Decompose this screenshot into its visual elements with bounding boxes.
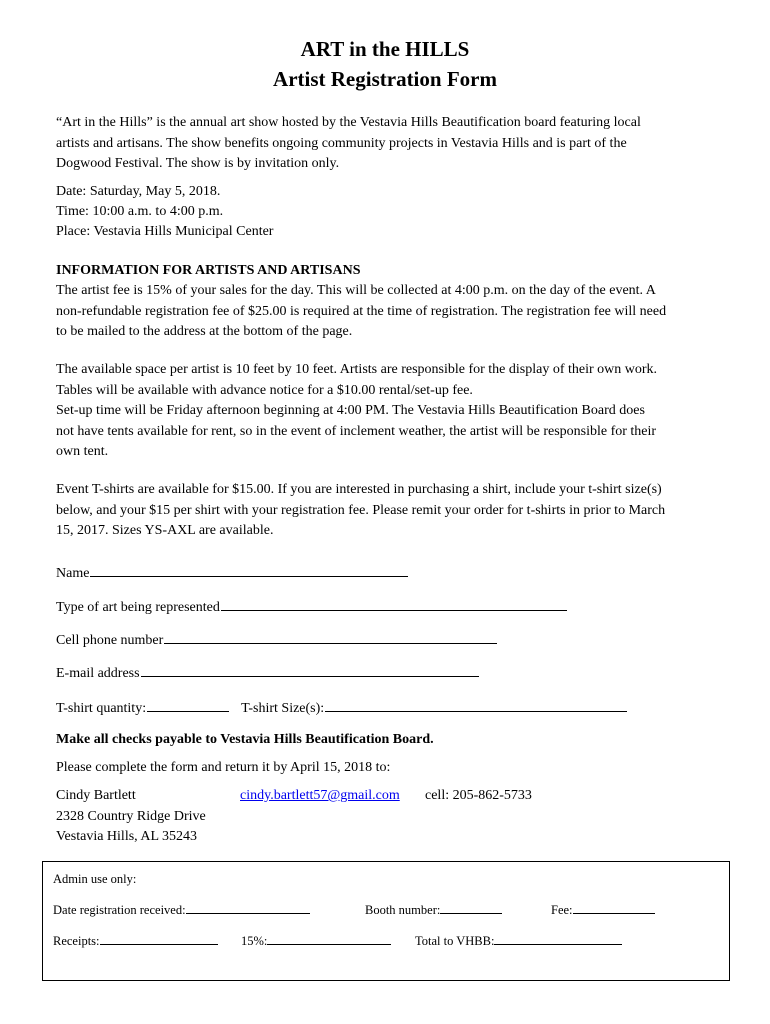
tshirt-size-input-line[interactable] [325,697,627,712]
email-field-row [56,662,479,684]
contact-city: Vestavia Hills, AL 35243 [56,829,198,844]
art-type-label: Type of art being represented [56,600,220,615]
fee-line-2: non-refundable registration fee of $25.00 is required at the time of registration. The registration fee will need [56,303,667,319]
space-line-2: Tables will be available with advance notice for a $10.00 rental/set-up fee. [56,382,473,398]
page-title: ART in the HILLS [300,37,470,61]
fee-line-1: The artist fee is 15% of your sales for the day. This will be collected at 4:00 p.m. on the day of the event. A [56,283,656,298]
tshirt-field-row [56,697,627,719]
email-input-line[interactable] [141,662,479,677]
cell-input-line[interactable] [164,629,497,644]
percent-field [241,932,391,950]
date-received-blank[interactable] [186,901,310,914]
intro-line-2: artists and artisans. The show benefits ongoing community projects in Vestavia Hills and is part of the [56,135,627,151]
intro-line-3: Dogwood Festival. The show is by invitation only. [56,156,340,171]
total-vhbb-label: Total to VHBB: [415,934,495,948]
admin-use-box [42,861,730,981]
fee-line-3: to be mailed to the address at the bottom of the page. [56,324,353,339]
date-received-label: Date registration received: [53,903,186,917]
booth-number-field [365,901,502,919]
name-field-row [56,562,408,584]
contact-cell: cell: 205-862-5733 [425,788,532,803]
receipts-label: Receipts: [53,934,100,948]
event-time: Time: 10:00 a.m. to 4:00 p.m. [56,204,224,219]
cell-field-row [56,629,497,651]
percent-label: 15%: [241,934,268,948]
space-line-4: not have tents available for rent, so in the event of inclement weather, the artist will be responsible for their [56,423,657,439]
return-instructions: Please complete the form and return it by April 15, 2018 to: [56,760,391,775]
event-date: Date: Saturday, May 5, 2018. [56,184,221,199]
total-vhbb-field [415,932,622,950]
name-input-line[interactable] [90,562,408,577]
receipts-field [53,932,218,950]
intro-line-1: “Art in the Hills” is the annual art show hosted by the Vestavia Hills Beautification board featuring local [56,115,641,130]
email-label: E-mail address [56,666,140,681]
percent-blank[interactable] [267,932,391,945]
tshirt-qty-input-line[interactable] [147,697,229,712]
space-line-5: own tent. [56,444,109,459]
shirt-line-3: 15, 2017. Sizes YS-AXL are available. [56,523,274,538]
art-type-field-row [56,596,567,618]
info-heading: INFORMATION FOR ARTISTS AND ARTISANS [56,263,361,278]
fee-label: Fee: [551,903,573,917]
checks-payable-note: Make all checks payable to Vestavia Hills Beautification Board. [56,732,434,747]
form-subtitle: Artist Registration Form [273,67,497,91]
fee-blank[interactable] [573,901,655,914]
total-vhbb-blank[interactable] [494,932,622,945]
tshirt-size-label: T-shirt Size(s): [241,701,325,716]
booth-number-label: Booth number: [365,903,441,917]
space-line-1: The available space per artist is 10 feet by 10 feet. Artists are responsible for the display of their own work. [56,362,658,377]
tshirt-qty-label: T-shirt quantity: [56,701,147,716]
booth-number-blank[interactable] [440,901,502,914]
space-line-3: Set-up time will be Friday afternoon beginning at 4:00 PM. The Vestavia Hills Beautification Board does [56,403,645,418]
shirt-line-2: below, and your $15 per shirt with your registration fee. Please remit your order for t-shirts in prior to March [56,502,666,518]
shirt-line-1: Event T-shirts are available for $15.00. If you are interested in purchasing a shirt, include your t-shirt size(s) [56,482,662,497]
cell-label: Cell phone number [56,633,164,648]
date-received-field [53,901,310,919]
receipts-blank[interactable] [100,932,218,945]
contact-name: Cindy Bartlett [56,788,136,803]
event-place: Place: Vestavia Hills Municipal Center [56,224,274,239]
contact-email-link[interactable]: cindy.bartlett57@gmail.com [240,788,400,803]
name-label: Name [56,566,90,581]
fee-field [551,901,655,919]
contact-street: 2328 Country Ridge Drive [56,808,206,824]
admin-heading: Admin use only: [53,872,137,886]
art-type-input-line[interactable] [221,596,567,611]
